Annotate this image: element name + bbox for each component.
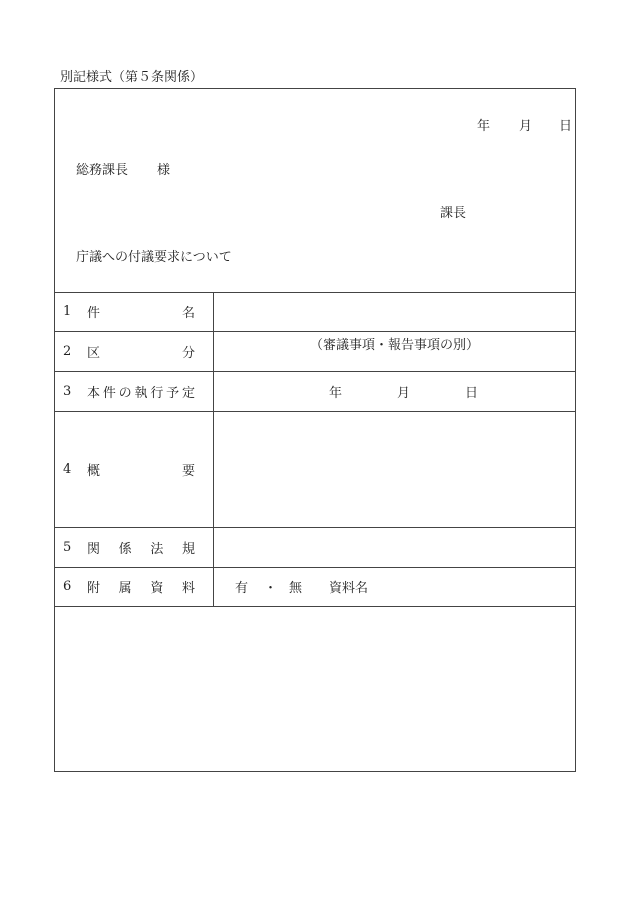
attachments-yes[interactable]: 有 [235, 581, 249, 596]
label-char: 関 [87, 541, 101, 557]
date-year: 年 [477, 119, 491, 134]
attachments-name-label: 資料名 [329, 581, 369, 596]
schedule-year: 年 [329, 385, 343, 401]
table-row-schedule [55, 371, 213, 411]
row-label [87, 342, 195, 361]
form-frame [54, 88, 576, 772]
sender-label: 課長 [440, 206, 467, 221]
table-row-subject [55, 292, 213, 331]
table-row-category [55, 331, 213, 371]
label-char: 予 [166, 385, 180, 401]
attachments-no[interactable]: 無 [289, 581, 303, 596]
label-char: 料 [181, 581, 195, 596]
category-value-cell[interactable] [214, 331, 575, 371]
row-label [87, 302, 195, 321]
summary-value-cell[interactable] [214, 411, 575, 527]
attachments-value-cell[interactable] [214, 567, 575, 606]
label-char: 区 [87, 345, 101, 361]
date-day: 日 [559, 119, 573, 134]
label-char: 定 [181, 385, 195, 401]
subject-value-cell[interactable] [214, 292, 575, 331]
subject-line: 庁議への付議要求について [76, 250, 232, 265]
label-char: 法 [150, 541, 164, 557]
label-char: 要 [181, 463, 195, 479]
label-char: 本 [87, 385, 101, 401]
form-title: 別記様式（第５条関係） [60, 70, 204, 85]
row-label [87, 577, 195, 596]
label-char: 件 [87, 306, 101, 321]
row-number: 3 [63, 383, 72, 399]
row-label [87, 538, 195, 557]
notes-area[interactable] [55, 607, 575, 771]
schedule-month: 月 [397, 385, 411, 401]
addressee-honorific: 様 [157, 163, 171, 178]
row-number: 1 [63, 304, 72, 319]
schedule-value-cell[interactable] [214, 371, 575, 411]
label-char: の [118, 385, 132, 401]
addressee-title: 総務課長 [76, 163, 129, 178]
label-char: 属 [118, 581, 132, 596]
label-char: 件 [102, 385, 116, 401]
attachments-separator: ・ [264, 581, 278, 596]
row-number: 2 [63, 343, 72, 359]
label-char: 概 [87, 463, 101, 479]
row-label [87, 460, 195, 479]
table-row-laws [55, 527, 213, 567]
label-char: 附 [87, 581, 101, 596]
laws-value-cell[interactable] [214, 527, 575, 567]
label-char: 係 [118, 541, 132, 557]
row-number: 4 [63, 461, 72, 477]
label-char: 執 [134, 385, 148, 401]
schedule-day: 日 [465, 385, 479, 401]
table-row-attachments [55, 567, 213, 606]
row-label [87, 382, 195, 401]
date-month: 月 [519, 119, 533, 134]
label-char: 分 [181, 345, 195, 361]
label-char: 規 [181, 541, 195, 557]
table-row-summary [55, 411, 213, 527]
label-char: 名 [181, 306, 195, 321]
label-char: 行 [150, 385, 164, 401]
row-number: 6 [63, 579, 72, 594]
row-number: 5 [63, 539, 72, 555]
category-hint: （審議事項・報告事項の別） [309, 338, 479, 353]
label-char: 資 [150, 581, 164, 596]
